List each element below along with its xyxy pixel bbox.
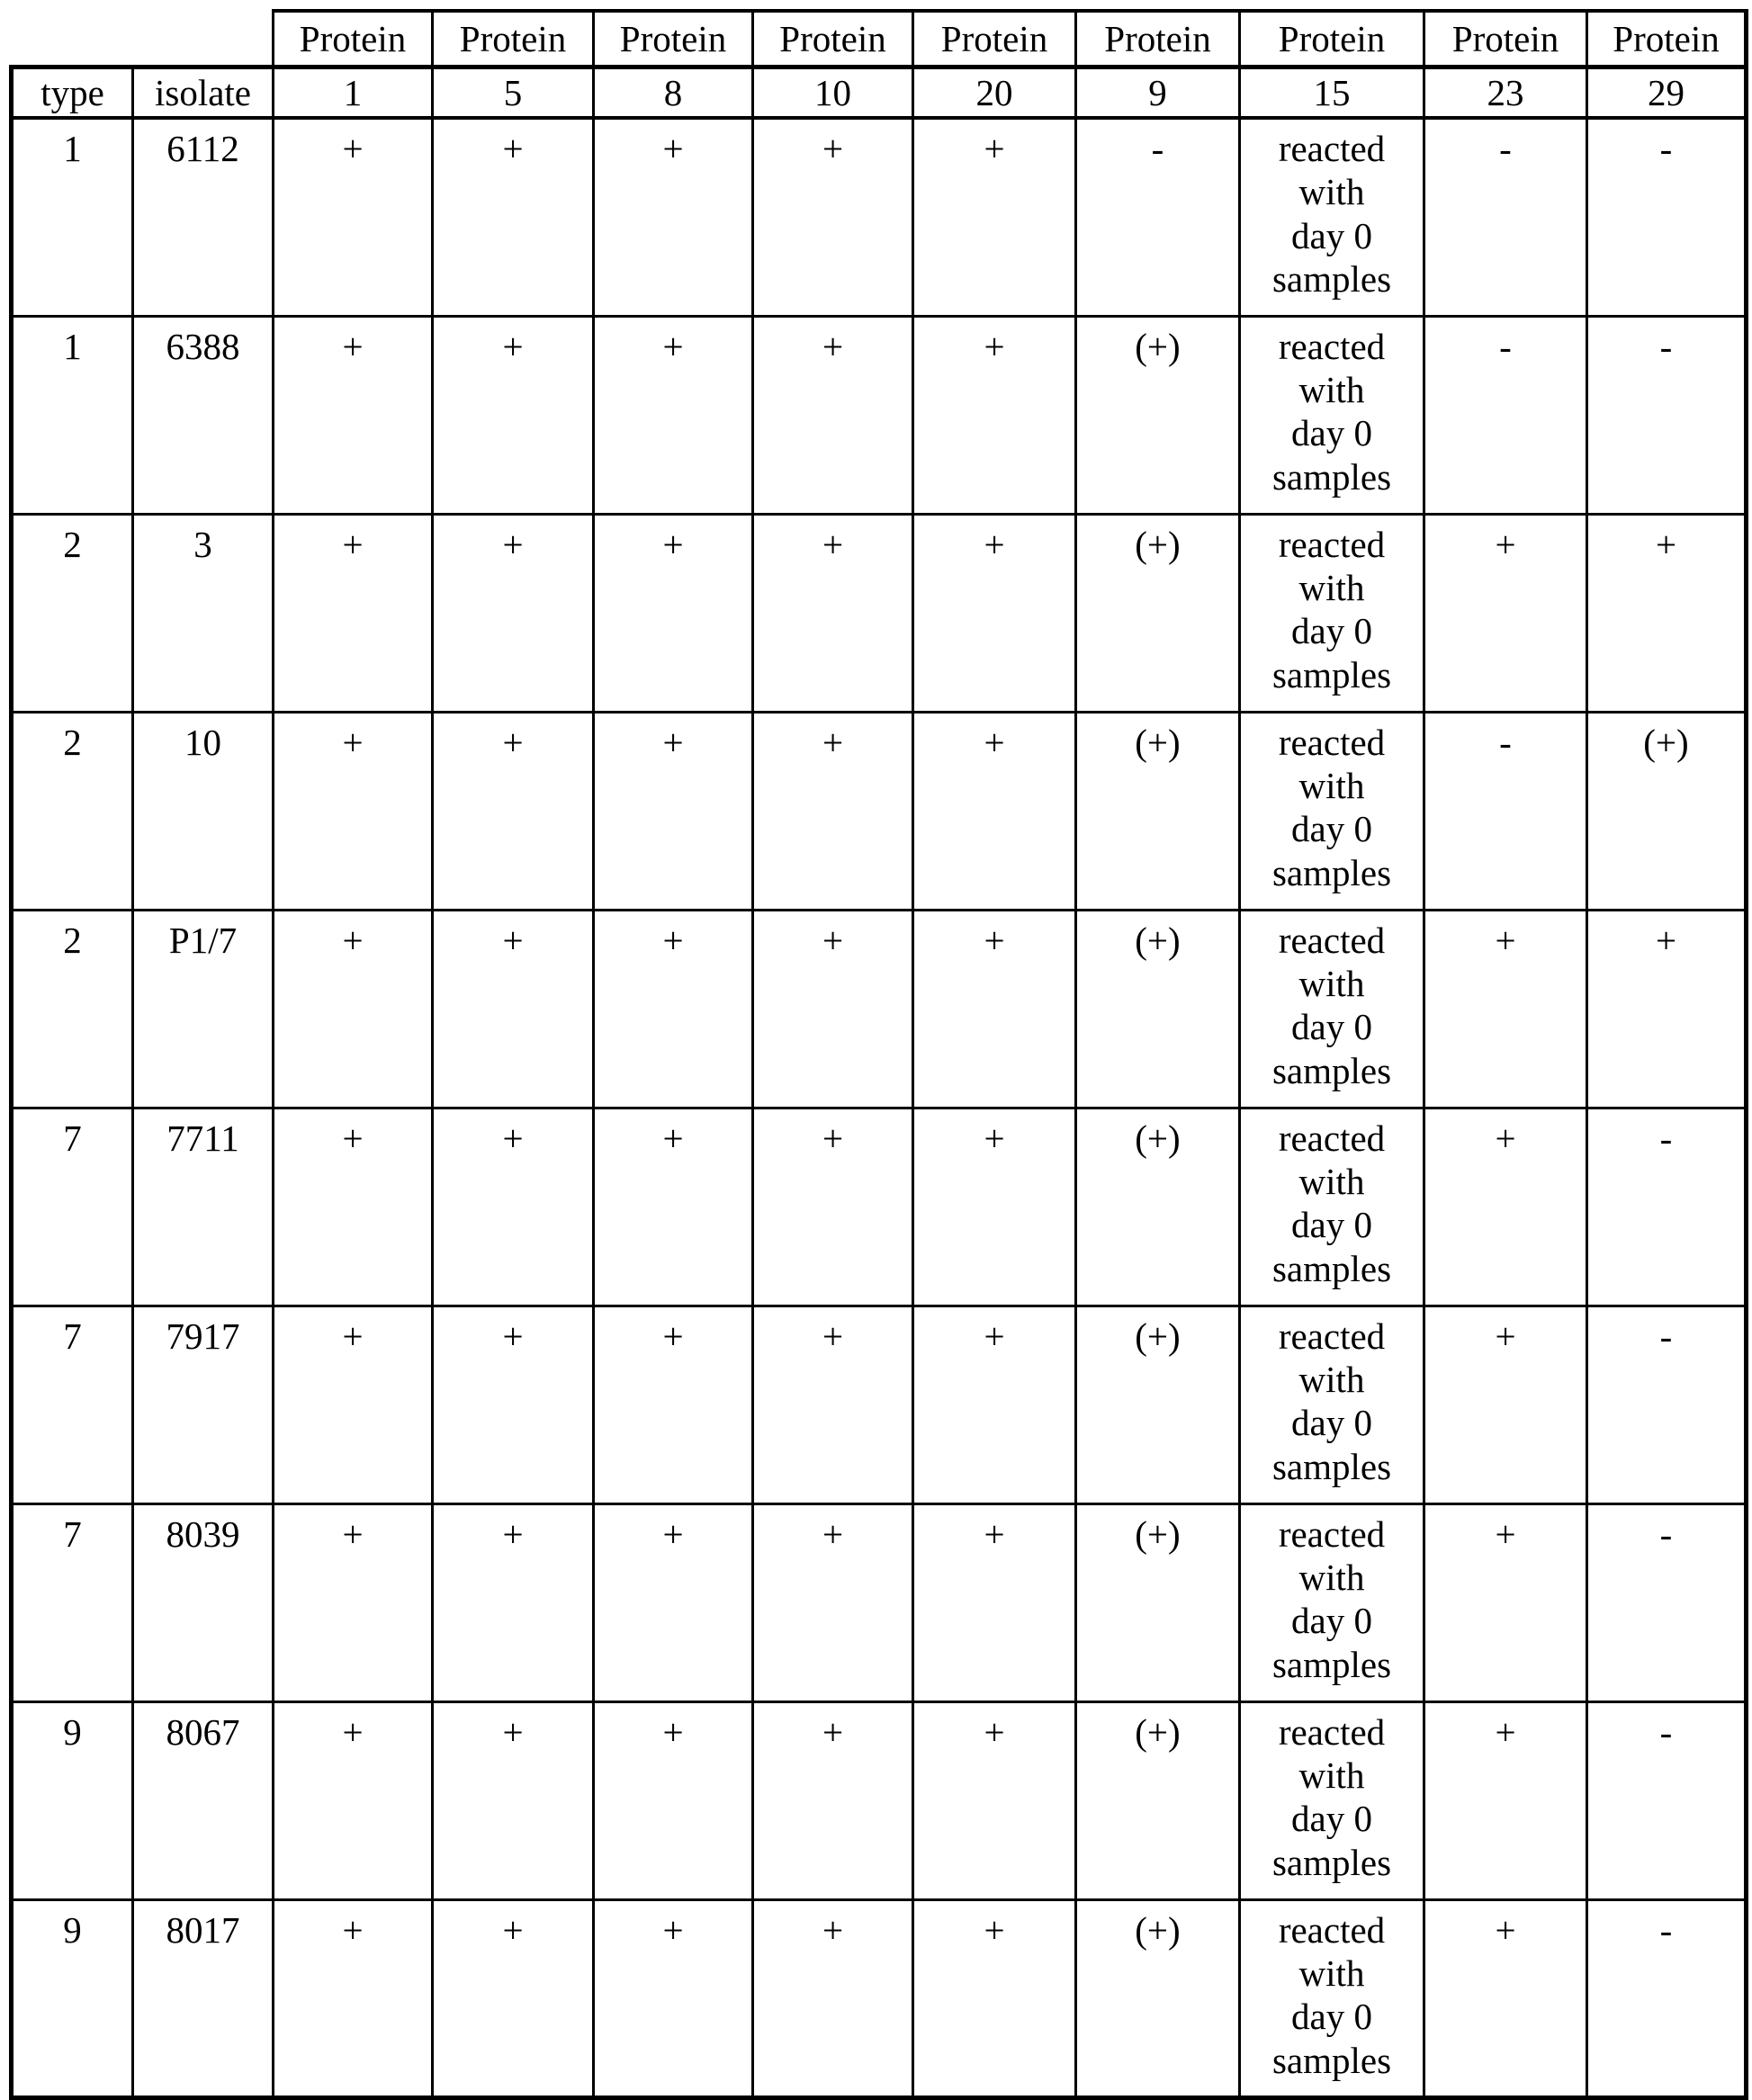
value-cell: reacted with day 0 samples — [1240, 514, 1424, 712]
value-cell: (+) — [1076, 712, 1240, 910]
value-cell: + — [913, 1701, 1076, 1899]
value-cell: + — [274, 1503, 433, 1701]
value-cell: reacted with day 0 samples — [1240, 910, 1424, 1108]
value-cell: + — [433, 1503, 594, 1701]
value-cell: + — [433, 1701, 594, 1899]
table-row — [12, 1108, 1747, 1306]
value-cell: + — [274, 1306, 433, 1503]
value-cell: reacted with day 0 samples — [1240, 316, 1424, 514]
value-cell: + — [594, 1899, 753, 2097]
table-row — [12, 316, 1747, 514]
isolate-cell: 7711 — [133, 1108, 274, 1306]
type-cell: 2 — [12, 712, 133, 910]
value-cell: + — [433, 1108, 594, 1306]
value-cell: + — [913, 118, 1076, 316]
value-cell: + — [433, 712, 594, 910]
value-cell: + — [1424, 910, 1587, 1108]
value-cell: + — [753, 910, 913, 1108]
value-cell: + — [913, 712, 1076, 910]
value-cell: + — [913, 1108, 1076, 1306]
value-cell: - — [1587, 1503, 1747, 1701]
protein-number-header: 29 — [1587, 67, 1747, 119]
value-cell: + — [913, 514, 1076, 712]
protein-number-header: 15 — [1240, 67, 1424, 119]
value-cell: + — [594, 910, 753, 1108]
protein-group-header: Protein — [1587, 11, 1747, 67]
value-cell: - — [1587, 1701, 1747, 1899]
value-cell: + — [753, 1108, 913, 1306]
value-cell: + — [274, 712, 433, 910]
value-cell: - — [1587, 1108, 1747, 1306]
protein-group-header: Protein — [274, 11, 433, 67]
value-cell: + — [274, 118, 433, 316]
value-cell: + — [913, 1503, 1076, 1701]
protein-group-header: Protein — [433, 11, 594, 67]
value-cell: - — [1424, 316, 1587, 514]
value-cell: - — [1587, 1899, 1747, 2097]
table-row — [12, 514, 1747, 712]
value-cell: (+) — [1076, 514, 1240, 712]
value-cell: + — [594, 1701, 753, 1899]
isolate-cell: 10 — [133, 712, 274, 910]
protein-reactivity-table — [9, 9, 1748, 2100]
table-row — [12, 1701, 1747, 1899]
value-cell: + — [1424, 1108, 1587, 1306]
value-cell: + — [1424, 514, 1587, 712]
table-row — [12, 910, 1747, 1108]
value-cell: - — [1587, 316, 1747, 514]
type-cell: 7 — [12, 1306, 133, 1503]
type-cell: 2 — [12, 514, 133, 712]
type-cell: 1 — [12, 118, 133, 316]
value-cell: + — [274, 514, 433, 712]
value-cell: + — [753, 1899, 913, 2097]
value-cell: + — [594, 1108, 753, 1306]
value-cell: (+) — [1076, 1701, 1240, 1899]
protein-group-header: Protein — [753, 11, 913, 67]
value-cell: + — [1587, 514, 1747, 712]
value-cell: + — [594, 514, 753, 712]
type-column-header: type — [12, 67, 133, 119]
value-cell: (+) — [1587, 712, 1747, 910]
protein-number-header: 10 — [753, 67, 913, 119]
table-row — [12, 712, 1747, 910]
type-cell: 7 — [12, 1108, 133, 1306]
value-cell: + — [274, 1899, 433, 2097]
value-cell: + — [753, 712, 913, 910]
value-cell: + — [1424, 1306, 1587, 1503]
value-cell: + — [1424, 1503, 1587, 1701]
table-row — [12, 118, 1747, 316]
value-cell: + — [594, 1503, 753, 1701]
value-cell: + — [913, 1899, 1076, 2097]
value-cell: + — [433, 1306, 594, 1503]
protein-group-header-row — [12, 11, 1747, 67]
value-cell: + — [274, 316, 433, 514]
value-cell: + — [594, 118, 753, 316]
protein-group-header: Protein — [594, 11, 753, 67]
type-cell: 9 — [12, 1899, 133, 2097]
value-cell: + — [1424, 1899, 1587, 2097]
protein-group-header: Protein — [913, 11, 1076, 67]
value-cell: reacted with day 0 samples — [1240, 1108, 1424, 1306]
value-cell: - — [1424, 118, 1587, 316]
table-row — [12, 1306, 1747, 1503]
type-cell: 9 — [12, 1701, 133, 1899]
value-cell: + — [433, 1899, 594, 2097]
value-cell: + — [433, 118, 594, 316]
value-cell: reacted with day 0 samples — [1240, 118, 1424, 316]
value-cell: + — [594, 712, 753, 910]
isolate-cell: 3 — [133, 514, 274, 712]
protein-group-header: Protein — [1240, 11, 1424, 67]
value-cell: - — [1587, 1306, 1747, 1503]
value-cell: + — [594, 1306, 753, 1503]
corner-blank — [12, 11, 274, 67]
isolate-cell: 8039 — [133, 1503, 274, 1701]
value-cell: reacted with day 0 samples — [1240, 1503, 1424, 1701]
value-cell: + — [1587, 910, 1747, 1108]
protein-number-header: 23 — [1424, 67, 1587, 119]
table-row — [12, 1899, 1747, 2097]
value-cell: + — [594, 316, 753, 514]
value-cell: + — [274, 910, 433, 1108]
value-cell: reacted with day 0 samples — [1240, 1899, 1424, 2097]
isolate-cell: 8017 — [133, 1899, 274, 2097]
value-cell: + — [433, 316, 594, 514]
value-cell: + — [753, 1503, 913, 1701]
value-cell: reacted with day 0 samples — [1240, 1306, 1424, 1503]
value-cell: + — [753, 1701, 913, 1899]
protein-number-header: 8 — [594, 67, 753, 119]
value-cell: (+) — [1076, 910, 1240, 1108]
protein-number-header: 9 — [1076, 67, 1240, 119]
protein-number-header: 20 — [913, 67, 1076, 119]
value-cell: - — [1587, 118, 1747, 316]
value-cell: + — [913, 910, 1076, 1108]
value-cell: - — [1076, 118, 1240, 316]
column-header-row — [12, 67, 1747, 119]
value-cell: + — [274, 1701, 433, 1899]
table-row — [12, 1503, 1747, 1701]
isolate-cell: P1/7 — [133, 910, 274, 1108]
isolate-cell: 6388 — [133, 316, 274, 514]
value-cell: - — [1424, 712, 1587, 910]
value-cell: (+) — [1076, 1503, 1240, 1701]
value-cell: (+) — [1076, 1108, 1240, 1306]
protein-group-header: Protein — [1424, 11, 1587, 67]
value-cell: + — [913, 1306, 1076, 1503]
value-cell: reacted with day 0 samples — [1240, 712, 1424, 910]
isolate-cell: 6112 — [133, 118, 274, 316]
value-cell: (+) — [1076, 1306, 1240, 1503]
value-cell: + — [913, 316, 1076, 514]
table-body — [12, 118, 1747, 2097]
value-cell: (+) — [1076, 1899, 1240, 2097]
value-cell: + — [753, 514, 913, 712]
isolate-column-header: isolate — [133, 67, 274, 119]
type-cell: 2 — [12, 910, 133, 1108]
isolate-cell: 8067 — [133, 1701, 274, 1899]
protein-number-header: 5 — [433, 67, 594, 119]
protein-number-header: 1 — [274, 67, 433, 119]
value-cell: + — [753, 316, 913, 514]
value-cell: + — [1424, 1701, 1587, 1899]
type-cell: 1 — [12, 316, 133, 514]
value-cell: + — [274, 1108, 433, 1306]
protein-group-header: Protein — [1076, 11, 1240, 67]
value-cell: (+) — [1076, 316, 1240, 514]
value-cell: + — [753, 1306, 913, 1503]
isolate-cell: 7917 — [133, 1306, 274, 1503]
value-cell: + — [433, 514, 594, 712]
value-cell: + — [433, 910, 594, 1108]
type-cell: 7 — [12, 1503, 133, 1701]
value-cell: reacted with day 0 samples — [1240, 1701, 1424, 1899]
value-cell: + — [753, 118, 913, 316]
